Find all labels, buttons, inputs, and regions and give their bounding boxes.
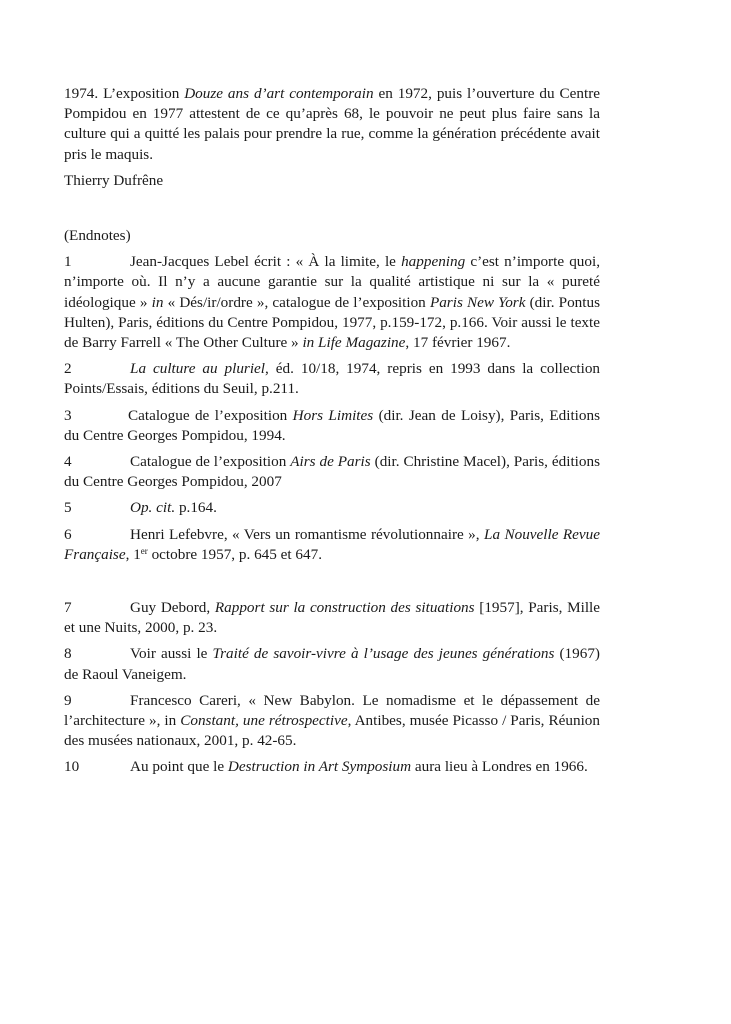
endnote-text: Francesco Careri, « New Babylon. Le nomadisme et le dépassement de l’architecture », in — [64, 691, 600, 730]
endnote-6 — [64, 525, 600, 565]
endnote-superscript: er — [140, 545, 148, 556]
endnote-italic: Constant, une rétrospective — [180, 712, 348, 730]
endnote-italic: Destruction in Art Symposium — [227, 758, 412, 776]
endnote-text: Au point que le — [130, 758, 228, 776]
endnote-text: (dir. Jean de Loisy), Paris, Editions du Centre Georges Pompidou, 1994. — [64, 406, 600, 444]
author-signature: Thierry Dufrêne — [64, 171, 164, 189]
document-page — [64, 84, 600, 784]
endnote-text: aura lieu à Londres en 1966. — [411, 758, 588, 776]
endnote-italic: happening — [401, 253, 466, 271]
endnote-number: 2 — [64, 360, 72, 378]
endnote-italic: La Nouvelle Revue Française — [64, 525, 600, 563]
endnote-3 — [64, 406, 600, 446]
endnote-number: 10 — [64, 758, 80, 776]
endnote-text: octobre 1957, p. 645 et 647. — [147, 545, 322, 563]
endnote-number: 9 — [64, 691, 72, 709]
endnote-2 — [64, 359, 600, 399]
endnote-5 — [64, 498, 600, 518]
endnote-number: 4 — [64, 453, 72, 471]
endnote-text: Catalogue de l’exposition — [128, 406, 293, 424]
endnote-text: Guy Debord, — [130, 599, 215, 617]
endnote-7 — [64, 598, 600, 638]
endnote-number: 1 — [64, 253, 72, 271]
endnote-number: 6 — [64, 525, 72, 543]
endnote-text: (dir. Pontus Hulten), Paris, éditions du Centre Pompidou, 1977, p.159-172, p.166. Voir aussi le texte de Barry Farrell « The Other Culture » — [64, 293, 600, 352]
endnote-text: , éd. 10/18, 1974, repris en 1993 dans la collection Points/Essais, éditions du Seuil, p.211. — [64, 360, 601, 398]
endnote-text: « Dés/ir/ordre », catalogue de l’exposition — [163, 293, 430, 311]
endnote-text: (1967) de Raoul Vaneigem. — [64, 645, 600, 683]
endnote-10 — [64, 757, 600, 777]
endnote-text: Voir aussi le — [130, 645, 213, 663]
endnote-italic: Traité de savoir-vivre à l’usage des jeunes générations — [212, 645, 555, 663]
endnote-italic: Airs de Paris — [290, 453, 371, 471]
endnote-italic: Hors Limites — [292, 406, 374, 424]
endnote-italic: Rapport sur la construction des situations — [214, 599, 475, 617]
endnote-number: 3 — [64, 406, 72, 424]
endnote-text: c’est n’importe quoi, n’importe où. Il n’y a aucune garantie sur la qualité artistique ni sur la « pureté idéologique » — [64, 253, 600, 311]
intro-italic-title: Douze ans d’art contemporain — [184, 85, 374, 102]
endnotes-heading: (Endnotes) — [64, 227, 131, 245]
endnote-number: 7 — [64, 599, 72, 617]
endnote-9 — [64, 691, 600, 752]
endnote-italic: Paris New York — [429, 293, 526, 311]
endnote-italic: Op. cit. — [130, 499, 176, 517]
endnote-text: , 17 février 1967. — [405, 334, 511, 352]
endnote-italic: La culture au pluriel — [130, 360, 266, 378]
endnote-8 — [64, 644, 600, 684]
endnote-text: , Antibes, musée Picasso / Paris, Réunion des musées nationaux, 2001, p. 42-65. — [64, 712, 600, 750]
endnote-italic: in — [151, 293, 164, 311]
intro-paragraph — [64, 84, 600, 165]
intro-text: 1974. L’exposition — [64, 85, 185, 102]
endnote-number: 5 — [64, 499, 72, 517]
endnote-text: p.164. — [175, 499, 217, 517]
endnote-1 — [64, 252, 600, 353]
intro-text-cont: en 1972, puis l’ouverture du Centre Pompidou en 1977 attestent de ce qu’après 68, le pouvoir ne peut plus faire sans la culture qui a quitté les palais pour prendre la rue, comme la génération précédente avait pris le maquis. — [64, 85, 601, 163]
endnote-text: , 1 — [125, 545, 141, 563]
endnote-text: Catalogue de l’exposition — [130, 453, 291, 471]
endnote-text: [1957], Paris, Mille et une Nuits, 2000, p. 23. — [64, 599, 600, 637]
endnote-4 — [64, 452, 600, 492]
endnote-text: Henri Lefebvre, « Vers un romantisme révolutionnaire », — [130, 525, 485, 543]
endnote-text: Jean-Jacques Lebel écrit : « À la limite, le — [130, 253, 402, 271]
endnote-number: 8 — [64, 645, 72, 663]
endnote-text: (dir. Christine Macel), Paris, éditions du Centre Georges Pompidou, 2007 — [64, 453, 600, 491]
endnote-italic: in Life Magazine — [302, 334, 406, 352]
